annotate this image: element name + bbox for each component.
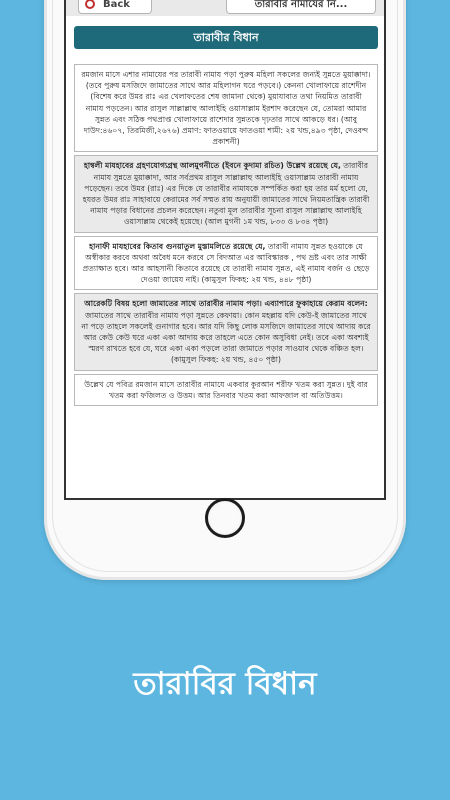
top-title-label: তারাবীর নামাযের নি... — [254, 0, 348, 10]
paragraph-5 — [74, 374, 378, 406]
back-button-label: Back — [103, 0, 130, 10]
paragraph-3-text: তারাবী নামায সুন্নত হওয়াকে যে অস্বীকার করবে অথবা অবৈধ মনে করবে সে বিদআত এর আবিস্কারক , পথ ভ্রষ্ট এবং তার সাক্ষী প্রত্যাক্ষাত হবে। আর আহসানী কিতাবে রয়েছে যে তারাবী নামায সুন্নত, এই নামায বর্জন ও ছেড়ে দেওয়া জায়েয নাই। (কামুসুল ফিকহ: ২য় খন্ড, ৪৪৮ পৃষ্ঠা) — [82, 241, 370, 285]
promo-caption: তারাবির বিধান — [133, 666, 317, 702]
paragraph-2-text: তারাবীর নামায সুন্নতে মুয়াক্কাদা, আর সর্বপ্রথম রাসুল সাল্লাল্লাহু আলাইহি ওয়াসাল্লাম তারাবী নামায পড়েছেন। তবে উমর (রাঃ) এর দিকে যে তারাবীর নামাযকে সম্পর্কিত করা হয় তার মর্ম হলো যে, হযরত উমর রাঃ সাহাবায়ে কেরামের সর্ব সম্মত রায় অনুযায়ী জামাতের সাথে নিয়মতান্ত্রিক তারাবী নামায পড়ার বিধানের প্রচলন করেছেন। নতুবা মূল তারাবীর সূচনা রাসুল সাল্লাল্লাহু আলাইহি ওয়াসাল্লাম থেকেই হয়েছে। (আল মুগনী ১ম খন্ড, ৮৩৩ ও ৮৩৪ পৃষ্ঠা) — [82, 161, 370, 227]
paragraph-4-text: জামাতের সাথে তারাবীর নামায পড়া সুন্নতে কেফায়া। কোন মহল্লায় যদি কেউ-ই জামাতের সাথে না পড়ে তাহলে সকলেই গুনাগার হবে। আর যদি কিছু লোক মসজিদে জামাতের সাথে আদায় করে আর কেউ কেউ ঘরে একা একা আদায় করে তাহলে এতে কোন অসুবিধা নেই। তবে একা অবশ্যই স্মরণ রাখতে হবে যে, ঘরে একা একা পড়লে তারা জামাতে পড়ার সাওয়াব থেকে বঞ্চিত হল। (কামুসুল ফিকহ: ২য় খন্ড, ৪৫০ পৃষ্ঠা) — [81, 310, 371, 365]
paragraph-4-heading: আরেকটি বিষয় হলো জামাতের সাথে তারাবীর নামায পড়া। এব্যাপারে ফুকাহায়ে কেরাম বলেন: — [84, 299, 368, 309]
back-icon — [85, 0, 95, 9]
paragraph-1 — [74, 64, 378, 152]
paragraph-1-text: রমজান মাসে এশার নামাযের পর তারাবী নামায পড়া পুরুষ মহিলা সকলের জন্যই সুন্নতে মুয়াক্কাদা। (তবে পুরুষ মসজিদে জামাতের সাথে আর মহিলাগন ঘরে পড়বে।) কেননা খোলাফায়ে রাশেদীন (বিশেষ করে উমর রাঃ এর খেলাফতের শেষ জামানা থেকে) মুয়াযাবাত তথা নিয়মিত তারাবী নামায পড়তেন। আর রাসুল সাল্লাল্লাহু আলাইহি ওয়াসাল্লাম ইরশাদ করেছেন যে, তোমরা আমার সুন্নত এবং সঠিক পথপ্রাপ্ত খোলাফায়ে রাশেদার সুন্নতকে দৃঢ়তার সাথে আকড়ে ধর। (আবু দাউদ:৪৬০৭, তিরমিজী,২৬৭৬) প্রমাণ: ফাতওয়ায়ে ফাতওয়া শামী: ২য় খন্ড,৪৯৩ পৃষ্ঠা, দেওবন্দ প্রকাশনী) — [81, 70, 371, 147]
paragraph-2-heading: হাম্বলী মাযহাবের গ্রহণযোগ্যগ্রন্থ আলমুগনীতে (ইবনে কুদামা রচিত) উল্লেখ রয়েছে যে, — [83, 161, 341, 171]
top-title-button[interactable] — [226, 0, 376, 14]
paragraph-5-text: উল্লেখ যে পবিত্র রমজান মাসে তারাবীর নামাযে একবার কুরআন শরীফ খতম করা সুন্নত। দুই বার খতম করা ফজিলত ও উত্তম। আর তিনবার খতম করা আফজাল বা অতিউত্তম। — [84, 379, 368, 400]
paragraph-3-heading: হানাফী মাযহাবের কিতাব গুনয়াতুল মুস্তামলিতে রয়েছে যে, — [89, 241, 266, 251]
paragraph-2 — [74, 155, 378, 232]
back-button[interactable] — [78, 0, 152, 14]
app-screen — [64, 0, 386, 500]
paragraph-3 — [74, 236, 378, 291]
paragraph-4 — [74, 293, 378, 370]
article-content[interactable] — [74, 64, 378, 409]
page-title: তারাবীর বিধান — [74, 26, 378, 49]
home-button-icon[interactable] — [205, 498, 245, 538]
